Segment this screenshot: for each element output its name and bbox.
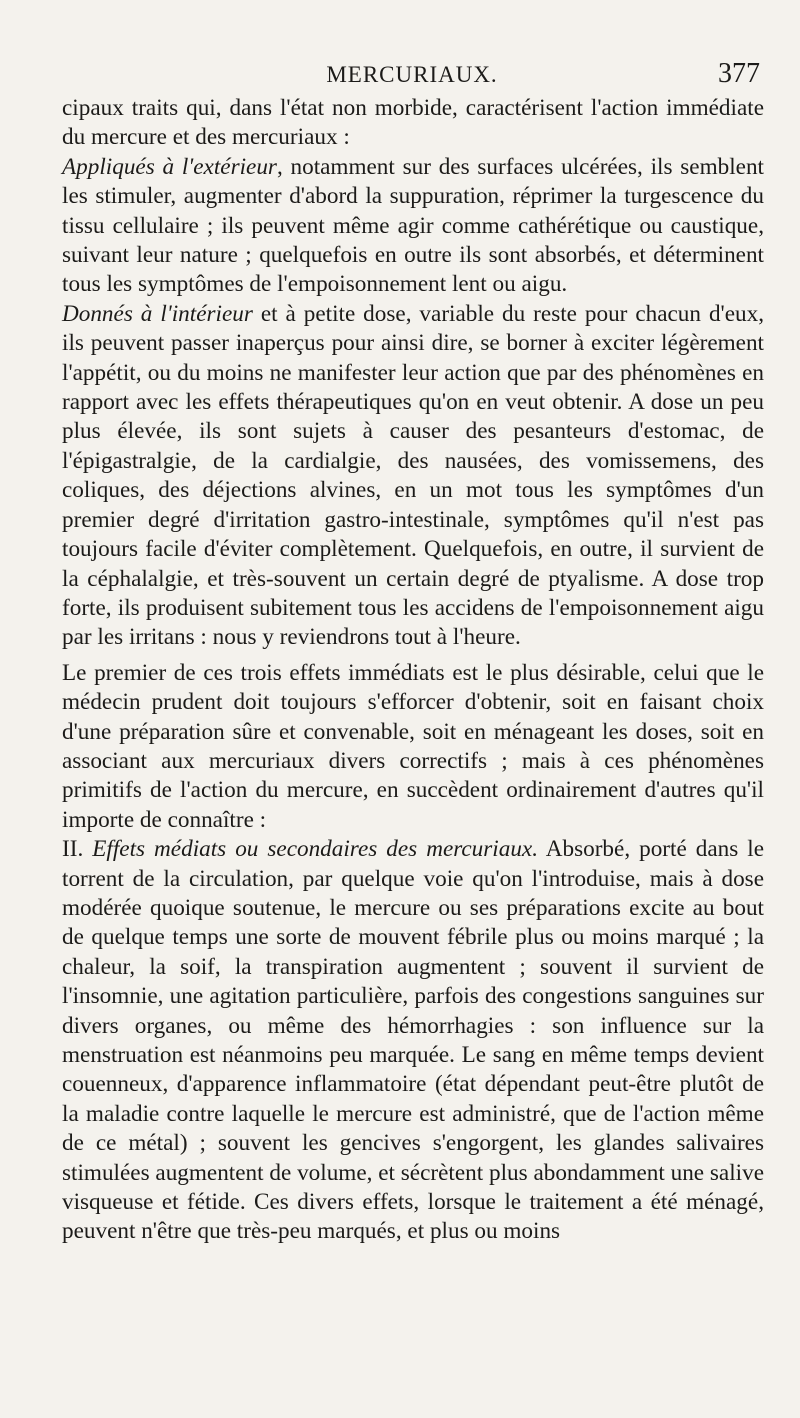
paragraph-lead: Appliqués à l'extérieur (62, 153, 277, 180)
paragraph-4 (62, 659, 764, 835)
paragraph-lead: Donnés à l'intérieur (62, 300, 253, 327)
running-title: MERCURIAUX. (326, 62, 498, 87)
page-number: 377 (718, 58, 760, 89)
paragraph-text: , notamment sur des surfaces ulcérées, ils semblent les stimuler, augmenter d'abord la suppuration, réprimer la turgescence du tissu cellulaire ; ils peuvent même agir comme cathérétique ou caustique, suivant leur nature ; quelquefois en outre ils sont absorbés, et déterminent tous les symptômes de l'empoisonnement lent ou aigu. (62, 153, 764, 298)
paragraph-text: Absorbé, porté dans le torrent de la circulation, par quelque voie qu'on l'introduise, mais à dose modérée quoique soutenue, le mercure ou ses préparations excite au bout de quelque temps une sorte de mouvent fébrile plus ou moins marqué ; la chaleur, la soif, la transpiration augmentent ; souvent il survient de l'insomnie, une agitation particulière, parfois des congestions sanguines sur divers organes, ou même des hémorrhagies : son influence sur la menstruation est néanmoins peu marquée. Le sang en même temps devient couenneux, d'apparence inflammatoire (état dépendant peut-être plutôt de la maladie contre laquelle le mercure est administré, que de l'action même de ce métal) ; souvent les gencives s'engorgent, les glandes salivaires stimulées augmentent de volume, et sécrètent plus abondamment une salive visqueuse et fétide. Ces divers effets, lorsque le traitement a été ménagé, peuvent n'être que très-peu marqués, et plus ou moins (62, 836, 764, 1245)
paragraph-prefix: II. (62, 836, 93, 863)
paragraph-text: et à petite dose, variable du reste pour chacun d'eux, ils peuvent passer inaperçus pour ainsi dire, se borner à exciter légèrement l'appétit, ou du moins ne manifester leur action que par des phénomènes en rapport avec les effets thérapeutiques qu'on en veut obtenir. A dose un peu plus élevée, ils sont sujets à causer des pesanteurs d'estomac, de l'épigastralgie, de la cardialgie, des nausées, des vomissemens, des coliques, des déjections alvines, en un mot tous les symptômes d'un premier degré d'irritation gastro-intestinale, symptômes qu'il n'est pas toujours facile d'éviter complètement. Quelquefois, en outre, il survient de la céphalalgie, et très-souvent un certain degré de ptyalisme. A dose trop forte, ils produisent subitement tous les accidens de l'empoisonnement aigu par les irritans : nous y reviendrons tout à l'heure. (62, 300, 764, 651)
paragraph-5 (62, 835, 764, 1247)
paragraph-1 (62, 94, 764, 153)
paragraph-2 (62, 153, 764, 300)
paragraph-3 (62, 300, 764, 653)
paragraph-lead: Effets médiats ou secondaires des mercuriaux. (92, 836, 539, 863)
paragraph-text: Le premier de ces trois effets immédiats est le plus désirable, celui que le médecin prudent doit toujours s'efforcer d'obtenir, soit en faisant choix d'une préparation sûre et convenable, soit en ménageant les doses, soit en associant aux mercuriaux divers correctifs ; mais à ces phénomènes primitifs de l'action du mercure, en succèdent ordinairement d'autres qu'il importe de connaître : (62, 659, 764, 833)
page-header (62, 58, 762, 98)
paragraph-text: cipaux traits qui, dans l'état non morbide, caractérisent l'action immédiate du mercure et des mercuriaux : (62, 95, 764, 151)
body-text (62, 94, 764, 1247)
